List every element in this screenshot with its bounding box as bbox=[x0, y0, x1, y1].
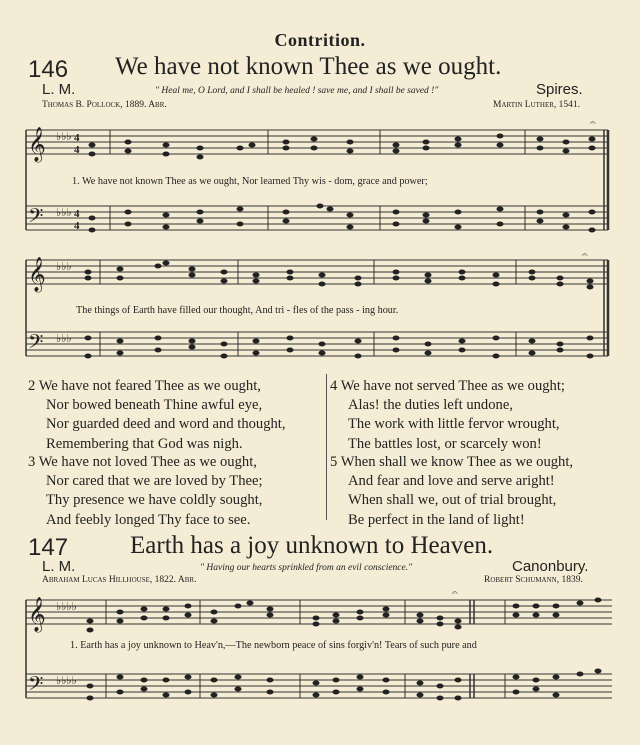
verse-3 bbox=[28, 453, 263, 530]
verse-line: Nor guarded deed and word and thought, bbox=[46, 416, 286, 433]
svg-text:4: 4 bbox=[74, 208, 80, 220]
hymn-147-author: Abraham Lucas Hillhouse, 1822. Abr. bbox=[42, 575, 197, 585]
svg-text:♭♭♭: ♭♭♭ bbox=[56, 333, 72, 345]
verse-line: And feebly longed Thy face to see. bbox=[46, 511, 251, 528]
hymn-146-epigraph: " Heal me, O Lord, and I shall be healed ! save me, and I shall be saved !" bbox=[155, 86, 439, 96]
svg-text:𝄢: 𝄢 bbox=[28, 332, 44, 358]
verse-number: 5 bbox=[330, 454, 338, 470]
verse-line: Remembering that God was nigh. bbox=[46, 435, 243, 452]
svg-text:𝄢: 𝄢 bbox=[28, 206, 44, 232]
column-divider bbox=[326, 374, 327, 520]
verse-line: We have not served Thee as we ought; bbox=[340, 378, 565, 394]
hymn-147-epigraph: " Having our hearts sprinkled from an evil conscience." bbox=[200, 563, 413, 573]
svg-text:𝄢: 𝄢 bbox=[28, 674, 44, 700]
svg-text:𝄐: 𝄐 bbox=[590, 118, 596, 129]
hymn-147-composer: Robert Schumann, 1839. bbox=[484, 575, 583, 585]
verse-line: We have not feared Thee as we ought, bbox=[38, 378, 261, 394]
svg-text:𝄞: 𝄞 bbox=[28, 258, 46, 291]
hymn-146-lyric-line-1: 1. We have not known Thee as we ought, Nor learned Thy wis - dom, grace and power; bbox=[72, 176, 428, 187]
hymn-146-composer: Martin Luther, 1541. bbox=[493, 100, 581, 110]
verse-number: 2 bbox=[28, 378, 36, 394]
hymn-147-lyric-line-1: 1. Earth has a joy unknown to Heav'n,—The newborn peace of sins forgiv'n! Tears of such pure and bbox=[70, 640, 477, 651]
verse-line: When shall we, out of trial brought, bbox=[348, 492, 557, 509]
svg-text:𝄞: 𝄞 bbox=[28, 128, 46, 161]
hymn-146-meter: L. M. bbox=[42, 81, 76, 98]
svg-text:♭♭♭: ♭♭♭ bbox=[56, 261, 72, 273]
hymn-147-title: Earth has a joy unknown to Heaven. bbox=[130, 532, 494, 559]
verse-line: When shall we know Thee as we ought, bbox=[340, 454, 574, 470]
svg-text:♭♭♭: ♭♭♭ bbox=[56, 207, 72, 219]
verse-line: And fear and love and serve aright! bbox=[348, 473, 555, 490]
section-title: Contrition. bbox=[274, 30, 366, 50]
hymn-146-number: 146 bbox=[28, 56, 69, 83]
verse-2 bbox=[28, 377, 286, 454]
hymn-146-title: We have not known Thee as we ought. bbox=[115, 53, 502, 80]
svg-text:♭♭♭♭: ♭♭♭♭ bbox=[56, 601, 77, 613]
verse-line: Nor bowed beneath Thine awful eye, bbox=[46, 397, 263, 414]
svg-text:4: 4 bbox=[74, 144, 80, 156]
hymn-147-tune: Canonbury. bbox=[512, 558, 589, 575]
verse-line: Alas! the duties left undone, bbox=[348, 397, 513, 414]
hymn-147-meter: L. M. bbox=[42, 558, 76, 575]
hymn-146-lyric-line-2: The things of Earth have filled our thought, And tri - fles of the pass - ing hour. bbox=[76, 305, 399, 316]
svg-text:𝄐: 𝄐 bbox=[452, 588, 458, 599]
verse-line: Nor cared that we are loved by Thee; bbox=[46, 473, 263, 490]
svg-text:♭♭♭: ♭♭♭ bbox=[56, 131, 72, 143]
verse-number: 3 bbox=[28, 454, 36, 470]
verse-line: Thy presence we have coldly sought, bbox=[46, 492, 263, 509]
verse-5 bbox=[330, 453, 573, 530]
hymn-146-author: Thomas B. Pollock, 1889. Abr. bbox=[42, 100, 167, 110]
verse-line: The work with little fervor wrought, bbox=[348, 416, 560, 433]
verse-line: We have not loved Thee as we ought, bbox=[38, 454, 257, 470]
hymn-147-number: 147 bbox=[28, 534, 69, 561]
svg-text:♭♭♭♭: ♭♭♭♭ bbox=[56, 675, 77, 687]
music-system-3 bbox=[0, 590, 640, 740]
verse-number: 4 bbox=[330, 378, 338, 394]
svg-text:𝄐: 𝄐 bbox=[582, 250, 588, 261]
verse-line: Be perfect in the land of light! bbox=[348, 511, 525, 528]
svg-text:𝄞: 𝄞 bbox=[28, 598, 46, 631]
svg-text:4: 4 bbox=[74, 132, 80, 144]
verse-line: The battles lost, or scarcely won! bbox=[348, 435, 542, 452]
hymn-146-tune: Spires. bbox=[536, 81, 583, 98]
svg-text:4: 4 bbox=[74, 220, 80, 232]
verse-4 bbox=[330, 377, 565, 454]
